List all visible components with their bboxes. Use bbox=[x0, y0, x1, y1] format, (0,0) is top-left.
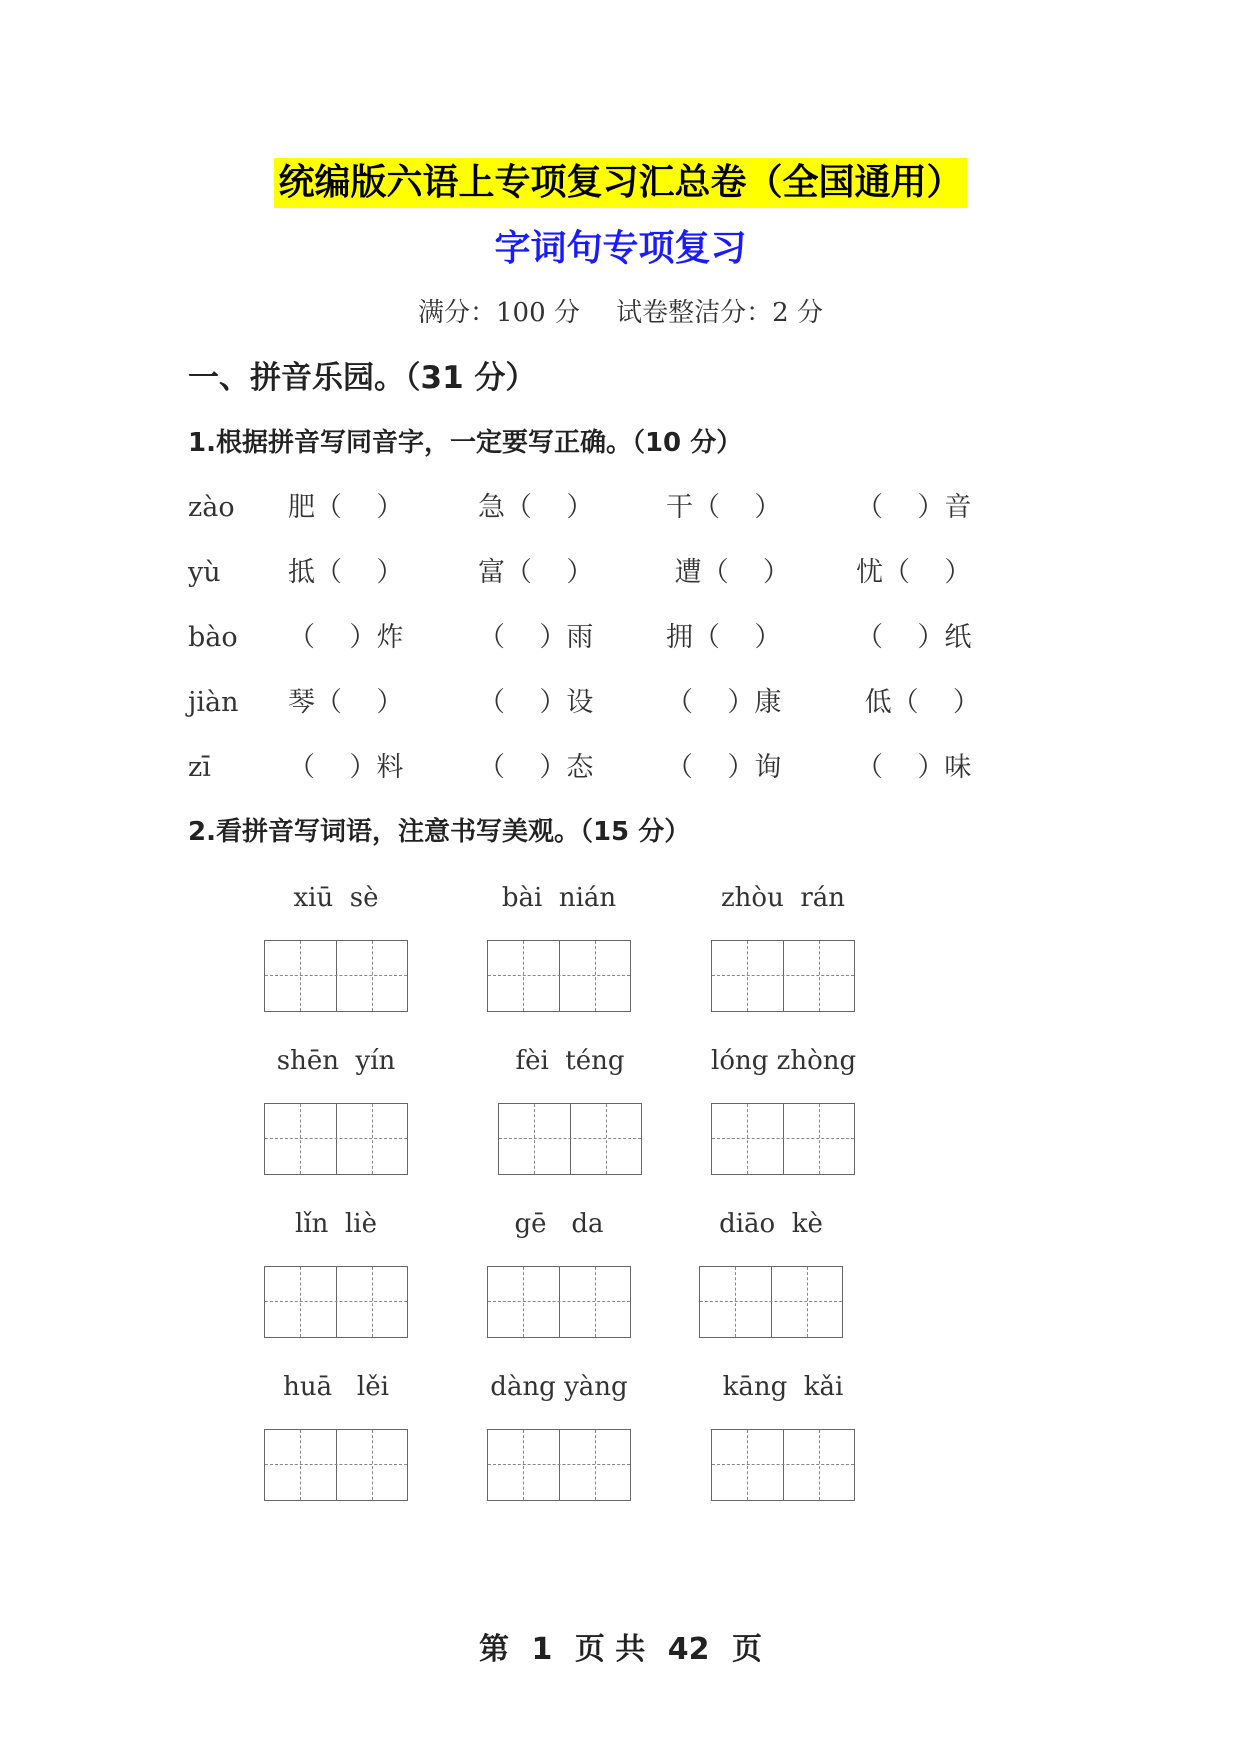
blank-item[interactable]: 遭（ ） bbox=[666, 557, 790, 588]
row-pinyin: zī bbox=[188, 752, 211, 783]
word-item bbox=[487, 878, 631, 918]
blank-item[interactable]: （ ）雨 bbox=[478, 622, 594, 653]
footer-suffix: 页 bbox=[731, 1632, 762, 1667]
word-pinyin: diāo kè bbox=[719, 1209, 823, 1239]
homophone-row-zi bbox=[188, 746, 1088, 790]
blank-item[interactable]: 忧（ ） bbox=[856, 557, 972, 588]
writing-grid[interactable] bbox=[487, 1266, 631, 1338]
blank-item[interactable]: 低（ ） bbox=[856, 687, 980, 718]
word-item bbox=[487, 1367, 631, 1407]
homophone-row-yu bbox=[188, 551, 1088, 595]
blank-item[interactable]: 急（ ） bbox=[478, 492, 594, 523]
word-pinyin: lóng zhòng bbox=[711, 1046, 857, 1076]
blank-item[interactable]: （ ）炸 bbox=[288, 622, 404, 653]
blank-item[interactable]: 肥（ ） bbox=[288, 492, 404, 523]
writing-grid[interactable] bbox=[711, 1429, 855, 1501]
blank-item[interactable]: （ ）态 bbox=[478, 752, 594, 783]
blank-item[interactable]: 富（ ） bbox=[478, 557, 594, 588]
word-item bbox=[498, 1041, 642, 1081]
writing-grid[interactable] bbox=[498, 1103, 642, 1175]
blank-item[interactable]: 抵（ ） bbox=[288, 557, 404, 588]
word-item bbox=[711, 878, 855, 918]
blank-item[interactable]: （ ）纸 bbox=[856, 622, 972, 653]
blank-item[interactable]: 干（ ） bbox=[666, 492, 782, 523]
homophone-row-bao bbox=[188, 616, 1088, 660]
page-subtitle: 字词句专项复习 bbox=[494, 228, 747, 269]
score-total: 满分：100 分 bbox=[418, 298, 580, 328]
row-pinyin: zào bbox=[188, 492, 235, 523]
writing-grid[interactable] bbox=[487, 1429, 631, 1501]
blank-item[interactable]: （ ）味 bbox=[856, 752, 972, 783]
row-pinyin: bào bbox=[188, 622, 238, 653]
section-title: 一、拼音乐园。（31 分） bbox=[188, 360, 537, 396]
word-item bbox=[699, 1204, 843, 1244]
blank-item[interactable]: （ ）康 bbox=[666, 687, 782, 718]
writing-grid[interactable] bbox=[711, 940, 855, 1012]
word-pinyin: huā lěi bbox=[283, 1372, 389, 1402]
row-pinyin: jiàn bbox=[188, 687, 239, 718]
word-item bbox=[264, 1367, 408, 1407]
word-item bbox=[487, 1204, 631, 1244]
word-pinyin: gē da bbox=[514, 1209, 604, 1239]
word-item bbox=[264, 1204, 408, 1244]
word-item bbox=[711, 1367, 855, 1407]
writing-grid[interactable] bbox=[264, 1429, 408, 1501]
question-1-title: 1.根据拼音写同音字，一定要写正确。（10 分） bbox=[188, 428, 743, 458]
writing-grid[interactable] bbox=[264, 940, 408, 1012]
score-info bbox=[0, 293, 1241, 333]
score-neatness: 试卷整洁分：2 分 bbox=[616, 298, 823, 328]
word-item bbox=[711, 1041, 855, 1081]
blank-item[interactable]: 琴（ ） bbox=[288, 687, 404, 718]
homophone-row-zao bbox=[188, 486, 1088, 530]
footer-page-number: 1 bbox=[531, 1632, 553, 1667]
blank-item[interactable]: （ ）音 bbox=[856, 492, 972, 523]
writing-grid[interactable] bbox=[264, 1266, 408, 1338]
word-pinyin: bài nián bbox=[501, 883, 617, 913]
row-pinyin: yù bbox=[188, 557, 221, 588]
writing-grid[interactable] bbox=[699, 1266, 843, 1338]
footer-mid: 页 共 bbox=[574, 1632, 646, 1667]
word-item bbox=[264, 1041, 408, 1081]
blank-item[interactable]: 拥（ ） bbox=[666, 622, 782, 653]
word-pinyin: kāng kǎi bbox=[722, 1372, 844, 1402]
footer-page-total: 42 bbox=[667, 1632, 710, 1667]
word-pinyin: lǐn liè bbox=[295, 1209, 377, 1239]
blank-item[interactable]: （ ）设 bbox=[478, 687, 594, 718]
question-2-title: 2.看拼音写词语，注意书写美观。（15 分） bbox=[188, 817, 691, 847]
word-pinyin: zhòu rán bbox=[720, 883, 846, 913]
word-pinyin: fèi téng bbox=[515, 1046, 625, 1076]
blank-item[interactable]: （ ）询 bbox=[666, 752, 782, 783]
word-pinyin: xiū sè bbox=[293, 883, 379, 913]
title-container bbox=[0, 158, 1241, 208]
word-pinyin: dàng yàng bbox=[490, 1372, 628, 1402]
blank-item[interactable]: （ ）料 bbox=[288, 752, 404, 783]
page-footer bbox=[0, 1628, 1241, 1672]
footer-prefix: 第 bbox=[479, 1632, 510, 1667]
word-pinyin: shēn yín bbox=[276, 1046, 396, 1076]
writing-grid[interactable] bbox=[711, 1103, 855, 1175]
homophone-row-jian bbox=[188, 681, 1088, 725]
writing-grid[interactable] bbox=[487, 940, 631, 1012]
page-title: 统编版六语上专项复习汇总卷（全国通用） bbox=[274, 158, 966, 208]
writing-grid[interactable] bbox=[264, 1103, 408, 1175]
word-item bbox=[264, 878, 408, 918]
